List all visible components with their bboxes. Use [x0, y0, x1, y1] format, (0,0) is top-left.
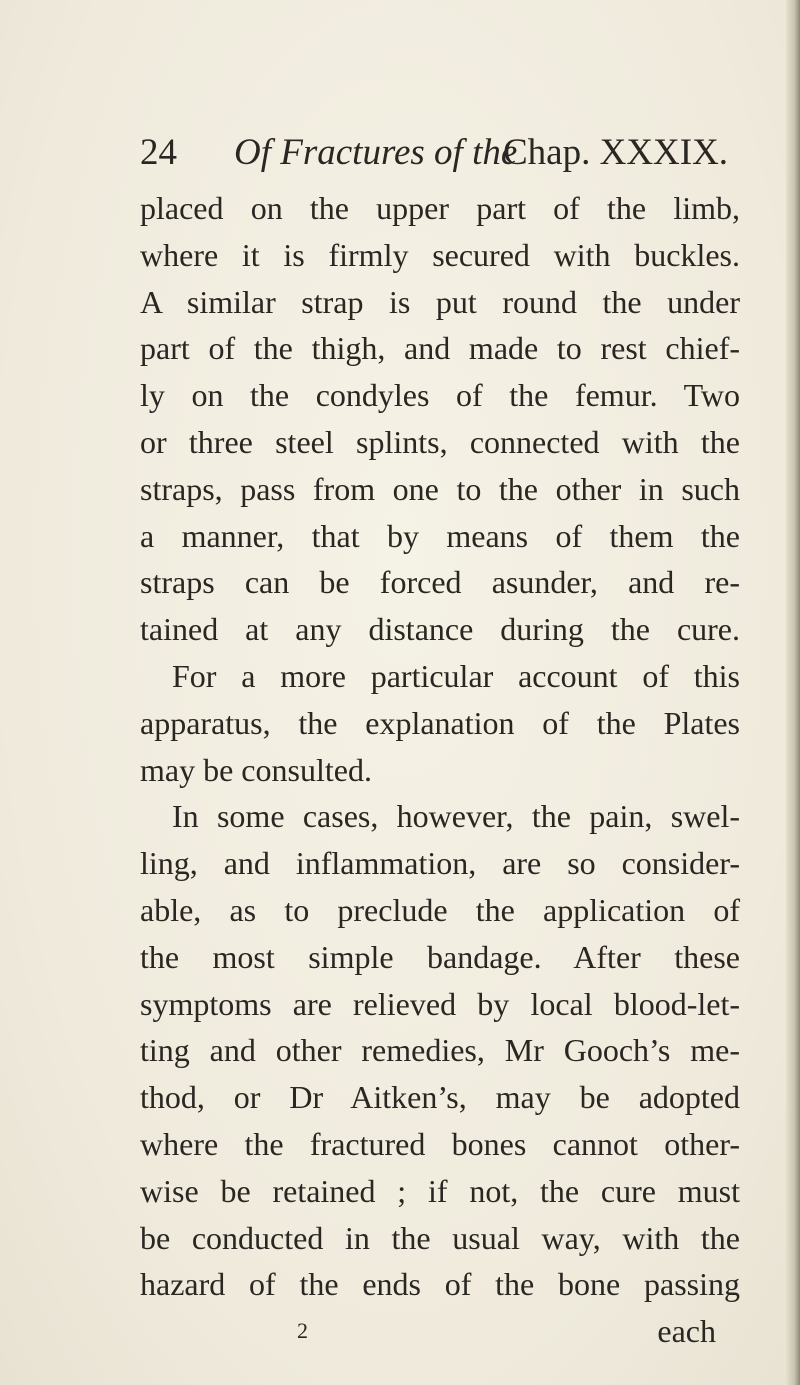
paragraph-end-line: may be consulted.: [140, 751, 372, 788]
body-text: [140, 185, 740, 1355]
text-line: A similar strap is put round the under: [140, 283, 740, 320]
text-line: placed on the upper part of the limb,: [140, 190, 740, 226]
text-line: thod, or Dr Aitken’s, may be adopted: [140, 1079, 740, 1116]
text-line: be conducted in the usual way, with the: [140, 1219, 740, 1256]
text-line: wise be retained ; if not, the cure must: [140, 1172, 740, 1209]
text-line: ly on the condyles of the femur. Two: [140, 377, 740, 414]
text-line: the most simple bandage. After these: [140, 938, 740, 975]
text-line: or three steel splints, connected with the: [140, 423, 740, 460]
text-line: symptoms are relieved by local blood-let-: [140, 985, 740, 1022]
text-line: apparatus, the explanation of the Plates: [140, 704, 740, 741]
page-edge-shadow: [786, 0, 800, 1385]
footer-row: [140, 1308, 740, 1355]
text-line: where the fractured bones cannot other-: [140, 1125, 740, 1162]
paragraph-start-line: For a more particular account of this: [172, 657, 740, 694]
text-line: ting and other remedies, Mr Gooch’s me-: [140, 1032, 740, 1069]
page-header: [140, 128, 729, 178]
text-line: tained at any distance during the cure.: [140, 611, 740, 648]
catchword: each: [657, 1313, 716, 1350]
paragraph-start-line: In some cases, however, the pain, swel-: [172, 798, 740, 835]
text-line: hazard of the ends of the bone passing: [140, 1266, 740, 1303]
text-line: straps, pass from one to the other in such: [140, 470, 740, 507]
running-title: Of Fractures of the: [234, 132, 518, 173]
text-line: part of the thigh, and made to rest chief-: [140, 330, 740, 367]
signature-mark: 2: [297, 1318, 308, 1344]
text-line: able, as to preclude the application of: [140, 891, 740, 928]
text-line: ling, and inflammation, are so consider-: [140, 845, 740, 882]
text-line: where it is firmly secured with buckles.: [140, 236, 740, 273]
text-line: straps can be forced asunder, and re-: [140, 564, 740, 601]
page-number: 24: [140, 132, 177, 173]
text-line: a manner, that by means of them the: [140, 517, 740, 554]
chapter-heading: Chap. XXXIX.: [503, 132, 729, 173]
